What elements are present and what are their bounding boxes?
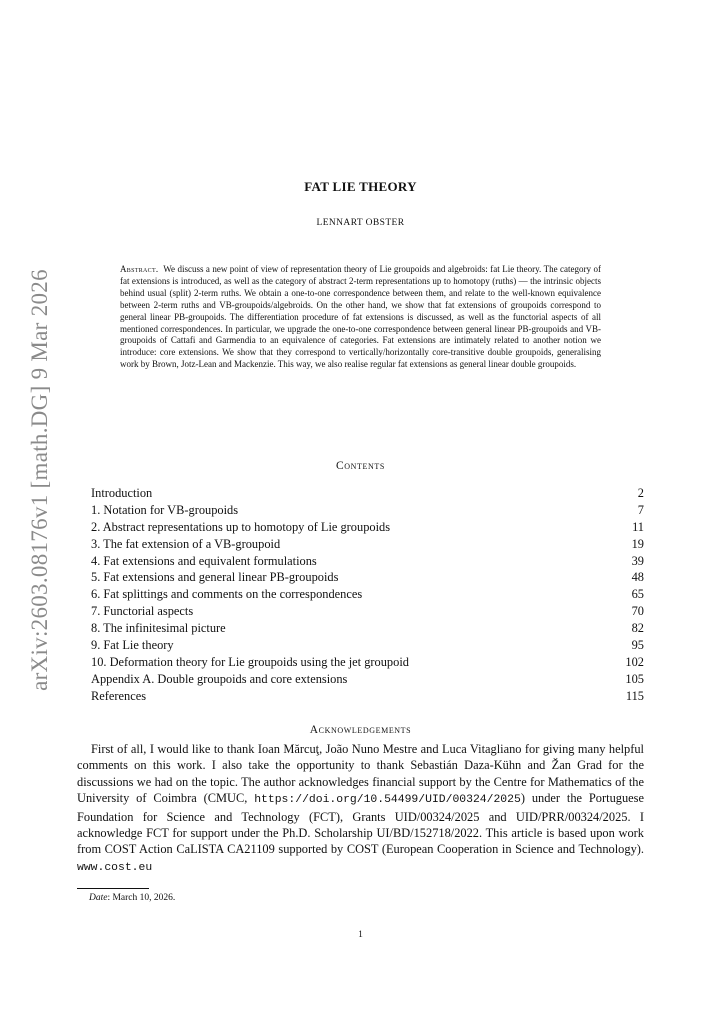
abstract-text: We discuss a new point of view of representation theory of Lie groupoids and algebroids: fat Lie theory. The category of fat extensions is introduced, as well as the category of abstract 2-term representations up to homotopy (ruths) — the intrinsic objects behind usual (split) 2-term ruths. We obtain a one-to-one correspondence between them, and relate to the well-known equivalence between 2-term ruths and VB-groupoids/algebroids. On the other hand, we show that fat extensions of groupoids correspond to general linear PB-groupoids. The differentiation procedure of fat extensions is discussed, as well as the functorial aspects of all mentioned correspondences. In particular, we upgrade the one-to-one correspondence between general linear PB-groupoids and VB-groupoids of Cattafi and Garmendia to an equivalence of categories. Fat extensions are intimately related to another notion we introduce: core extensions. We show that they correspond to vertically/horizontally core-transitive double groupoids, generalising work by Brown, Jotz-Lean and Mackenzie. This way, we also realise regular fat extensions as general linear double groupoids. [120,264,601,370]
toc-entry-title: 3. The fat extension of a VB-groupoid [91,536,281,551]
footnote-label: Date [89,893,108,903]
toc-entry-title: 7. Functorial aspects [91,604,194,619]
cost-url-link[interactable]: www.cost.eu [77,861,153,874]
toc-entry-page: 19 [631,536,644,551]
page-number: 1 [358,930,363,940]
toc-entry-title: 9. Fat Lie theory [91,638,174,653]
toc-entry-title: 1. Notation for VB-groupoids [91,502,239,517]
toc-entry[interactable] [91,536,644,553]
toc-entry[interactable] [91,502,644,519]
acknowledgements-heading: Acknowledgements [309,724,412,736]
paper-author: LENNART OBSTER [316,218,405,228]
toc-entry-page: 105 [625,671,644,686]
abstract-label: Abstract. [120,264,159,274]
toc-entry-page: 115 [625,688,644,703]
toc-entry-title: 8. The infinitesimal picture [91,621,226,636]
toc-entry[interactable] [91,671,644,688]
paper-title: FAT LIE THEORY [304,179,417,194]
toc-entry[interactable] [91,569,644,586]
abstract [120,264,601,371]
toc-entry[interactable] [91,620,644,637]
toc-entry-title: References [91,688,147,703]
footnote-date [89,893,175,903]
acknowledgements-text-part-2: ) under the Portuguese Foundation for Science and Technology (FCT), Grants UID/00324/2025 and UID/PRR/00324/2025. I acknowledge FCT for support under the Ph.D. Scholarship UI/BD/152718/2022. This article is based upon work from COST Action CaLISTA CA21109 supported by COST (European Cooperation in Science and Technology). [77,791,644,857]
toc-entry-title: 10. Deformation theory for Lie groupoids using the jet groupoid [91,654,409,669]
toc-entry-title: 4. Fat extensions and equivalent formulations [91,553,317,568]
toc-entry-page: 70 [631,604,644,619]
arxiv-identifier-text: arXiv:2603.08176v1 [math.DG] 9 Mar 2026 [27,269,52,691]
doi-link[interactable]: https://doi.org/10.54499/UID/00324/2025 [254,794,521,807]
toc-entry-page: 7 [637,502,644,517]
toc-entry[interactable] [91,637,644,654]
toc-entry-page: 2 [637,486,644,500]
toc-entry-title: Appendix A. Double groupoids and core extensions [91,671,348,686]
toc-entry-page: 48 [631,570,644,585]
toc-entry-page: 82 [631,621,644,636]
toc-entry[interactable] [91,586,644,603]
footnote-rule [77,888,149,889]
toc-entry[interactable] [91,485,644,502]
toc-entry[interactable] [91,603,644,620]
toc-entry-title: 5. Fat extensions and general linear PB-groupoids [91,570,339,585]
toc-entry-title: 6. Fat splittings and comments on the correspondences [91,587,363,602]
toc-entry-page: 11 [632,519,644,534]
toc-entry-page: 39 [631,553,644,568]
footnote-text: : March 10, 2026. [107,893,176,903]
toc-entry-page: 102 [625,654,644,669]
toc-entry-title: Introduction [91,486,153,500]
table-of-contents [91,485,644,705]
toc-entry[interactable] [91,688,644,705]
contents-heading: Contents [336,460,385,472]
toc-entry[interactable] [91,519,644,536]
toc-entry-title: 2. Abstract representations up to homotopy of Lie groupoids [91,519,391,534]
acknowledgements-text [77,741,644,876]
toc-entry[interactable] [91,553,644,570]
acknowledgements-text-part-1: First of all, I would like to thank Ioan Mărcuţ, João Nuno Mestre and Luca Vitagliano for giving many helpful comments on this work. I also take the opportunity to thank Sebastián Daza-Kühn and Žan Grad for the discussions we had on the topic. The author acknowledges financial support by the Centre for Mathematics of the University of Coimbra (CMUC, [77,742,644,806]
toc-entry[interactable] [91,654,644,671]
toc-entry-page: 95 [631,638,644,653]
toc-entry-page: 65 [631,587,644,602]
